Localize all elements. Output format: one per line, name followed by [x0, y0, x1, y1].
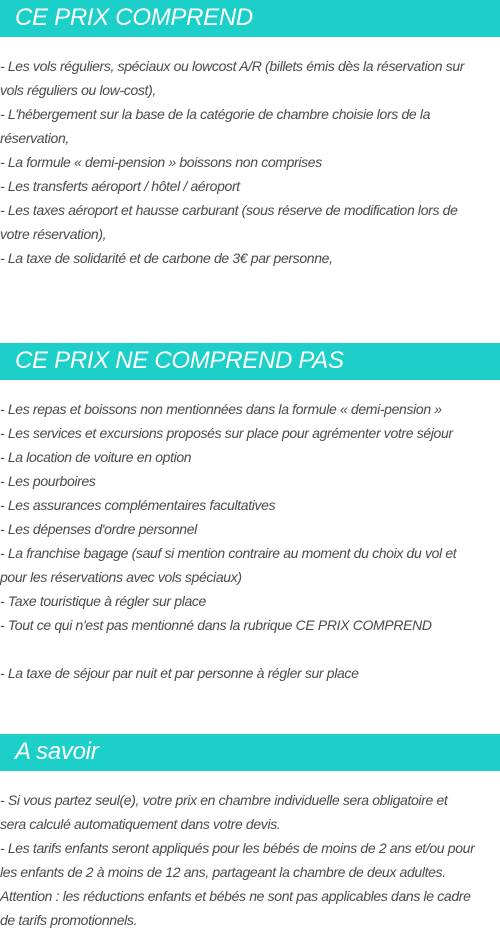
included-line: - Les vols réguliers, spéciaux ou lowcost A/R (billets émis dès la réservation sur: [0, 58, 465, 74]
included-line: - La taxe de solidarité et de carbone de 3€ par personne,: [0, 250, 333, 266]
not-included-line: - Taxe touristique à régler sur place: [0, 593, 206, 609]
included-line: votre réservation),: [0, 226, 107, 242]
not-included-list: [0, 397, 500, 685]
included-line: - La formule « demi-pension » boissons non comprises: [0, 154, 322, 170]
included-line: réservation,: [0, 130, 69, 146]
not-included-line: pour les réservations avec vols spéciaux): [0, 569, 242, 585]
section-header-good-to-know: [0, 734, 500, 771]
included-list: [0, 54, 500, 270]
not-included-line: - La franchise bagage (sauf si mention contraire au moment du choix du vol et: [0, 545, 457, 561]
not-included-line: - La taxe de séjour par nuit et par personne à régler sur place: [0, 665, 359, 681]
not-included-line: - La location de voiture en option: [0, 449, 192, 465]
good-to-know-line: Attention : les réductions enfants et bébés ne sont pas applicables dans le cadre: [0, 888, 471, 904]
included-line: - L'hébergement sur la base de la catégorie de chambre choisie lors de la: [0, 106, 431, 122]
not-included-line: - Les assurances complémentaires facultatives: [0, 497, 276, 513]
good-to-know-line: sera calculé automatiquement dans votre devis.: [0, 816, 281, 832]
section-title-included: CE PRIX COMPREND: [15, 4, 253, 31]
section-title-not-included: CE PRIX NE COMPREND PAS: [15, 347, 344, 374]
section-header-not-included: [0, 343, 500, 380]
included-line: vols réguliers ou low-cost),: [0, 82, 156, 98]
good-to-know-list: [0, 788, 500, 932]
not-included-line: - Les dépenses d'ordre personnel: [0, 521, 197, 537]
not-included-line: - Les pourboires: [0, 473, 96, 489]
not-included-line: - Les services et excursions proposés sur place pour agrémenter votre séjour: [0, 425, 453, 441]
good-to-know-line: - Les tarifs enfants seront appliqués pour les bébés de moins de 2 ans et/ou pour: [0, 840, 475, 856]
not-included-line: - Les repas et boissons non mentionnées dans la formule « demi-pension »: [0, 401, 442, 417]
included-line: - Les transferts aéroport / hôtel / aéroport: [0, 178, 240, 194]
good-to-know-line: - Si vous partez seul(e), votre prix en chambre individuelle sera obligatoire et: [0, 792, 448, 808]
good-to-know-line: les enfants de 2 à moins de 12 ans, partageant la chambre de deux adultes.: [0, 864, 446, 880]
section-title-good-to-know: A savoir: [15, 738, 99, 765]
not-included-line: - Tout ce qui n'est pas mentionné dans la rubrique CE PRIX COMPREND: [0, 617, 432, 633]
blank-line: [0, 637, 500, 661]
section-header-included: [0, 0, 500, 37]
good-to-know-line: de tarifs promotionnels.: [0, 912, 138, 928]
included-line: - Les taxes aéroport et hausse carburant (sous réserve de modification lors de: [0, 202, 458, 218]
